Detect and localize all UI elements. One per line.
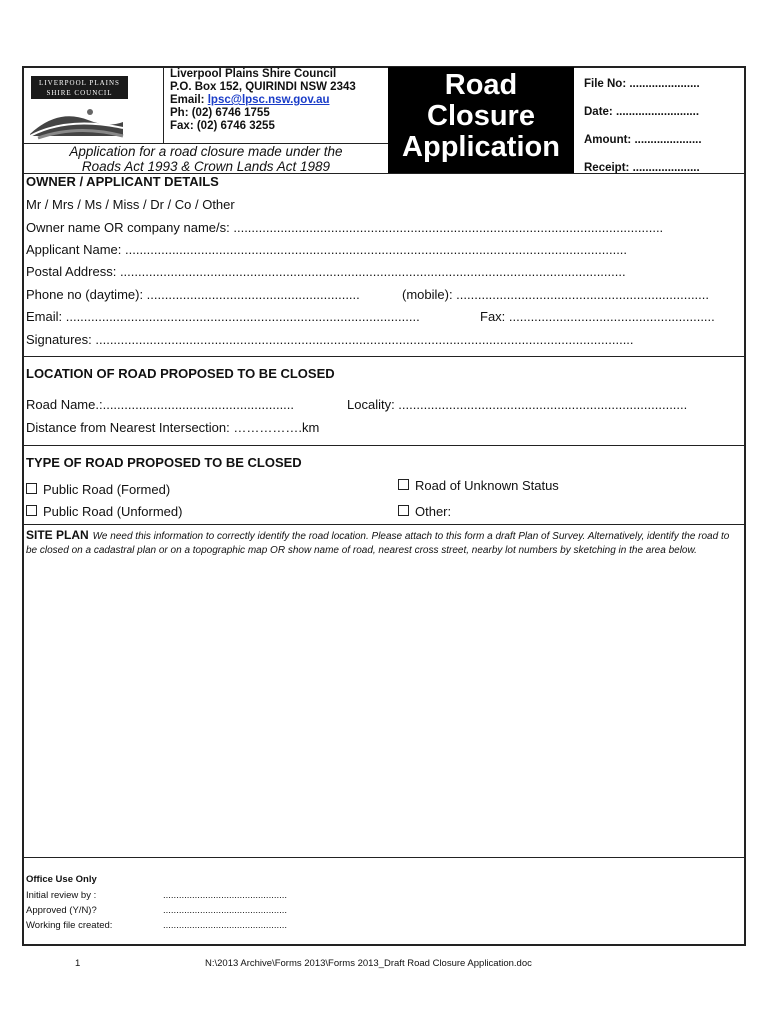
locality-field[interactable]: Locality: ................................................................................ [347,397,688,412]
office-use-block [26,872,112,933]
site-plan-instructions: SITE PLAN We need this information to correctly identify the road location. Please attach to this form a draft Plan of Survey. Alternatively, identify the road to be closed on a cadastral plan or on a topographic map OR show name of road, nearest cross street, nearby lot numbers by sketching in the area below. [26,528,730,556]
checkbox[interactable] [398,479,409,490]
form-title: Road Closure Application [388,67,574,173]
checkbox[interactable] [398,505,409,516]
receipt-field[interactable]: Receipt: ..................... [584,162,700,174]
email-link[interactable]: lpsc@lpsc.nsw.gov.au [207,94,330,106]
approved-label: Approved (Y/N)? [26,905,97,916]
title-options[interactable]: Mr / Mrs / Ms / Miss / Dr / Co / Other [26,197,235,212]
owner-name-field[interactable]: Owner name OR company name/s: ....................................................................................................................... [26,220,664,235]
amount-field[interactable]: Amount: ..................... [584,134,702,146]
site-plan-heading: SITE PLAN [26,528,89,542]
approved-field[interactable]: ............................................... [163,905,288,916]
signatures-field[interactable]: Signatures: ..................................................................................................................................................... [26,332,634,347]
section-divider [24,857,746,858]
logo-line-2: SHIRE COUNCIL [46,89,113,97]
section-divider [24,356,746,357]
council-address [170,68,356,133]
section-divider [24,445,746,446]
working-file-label: Working file created: [26,920,113,931]
working-file-field[interactable]: ............................................... [163,920,288,931]
po-box: P.O. Box 152, QUIRINDI NSW 2343 [170,81,356,93]
phone-line: Ph: (02) 6746 1755 [170,107,270,119]
distance-field[interactable]: Distance from Nearest Intersection: …………….km [26,420,320,435]
email-line: Email: lpsc@lpsc.nsw.gov.au [170,94,330,106]
file-path: N:\2013 Archive\Forms 2013\Forms 2013_Draft Road Closure Application.doc [205,958,532,969]
email-field[interactable]: Email: .................................................................................................. [26,309,420,324]
owner-heading: OWNER / APPLICANT DETAILS [26,174,219,189]
office-use-fields [163,888,287,933]
council-name: Liverpool Plains Shire Council [170,68,337,80]
section-divider [24,524,746,525]
initial-review-label: Initial review by : [26,890,97,901]
landscape-icon [28,98,153,140]
option-other[interactable]: Other: [398,504,451,519]
office-use-title: Office Use Only [26,874,97,885]
site-plan-area[interactable] [24,575,744,855]
council-logo [24,68,164,143]
fax-line: Fax: (02) 6746 3255 [170,120,275,132]
fax-field[interactable]: Fax: ......................................................... [480,309,715,324]
application-note: Application for a road closure made under the Roads Act 1993 & Crown Lands Act 1989 [69,144,343,174]
option-unknown-status[interactable]: Road of Unknown Status [398,478,559,493]
road-name-field[interactable]: Road Name.:..................................................... [26,397,295,412]
checkbox[interactable] [26,505,37,516]
phone-field[interactable]: Phone no (daytime): ........................................................... [26,287,360,302]
postal-address-field[interactable]: Postal Address: ............................................................................................................................................ [26,264,626,279]
type-heading: TYPE OF ROAD PROPOSED TO BE CLOSED [26,455,302,470]
logo-line-1: LIVERPOOL PLAINS [39,79,120,87]
date-field[interactable]: Date: .......................... [584,106,700,118]
page-number: 1 [75,958,81,969]
checkbox[interactable] [26,483,37,494]
applicant-name-field[interactable]: Applicant Name: ........................................................................................................................................... [26,242,628,257]
option-public-formed[interactable]: Public Road (Formed) [26,482,170,497]
location-heading: LOCATION OF ROAD PROPOSED TO BE CLOSED [26,366,335,381]
file-no-field[interactable]: File No: ...................... [584,78,700,90]
option-public-unformed[interactable]: Public Road (Unformed) [26,504,182,519]
mobile-field[interactable]: (mobile): ...................................................................... [402,287,710,302]
initial-review-field[interactable]: ............................................... [163,890,288,901]
